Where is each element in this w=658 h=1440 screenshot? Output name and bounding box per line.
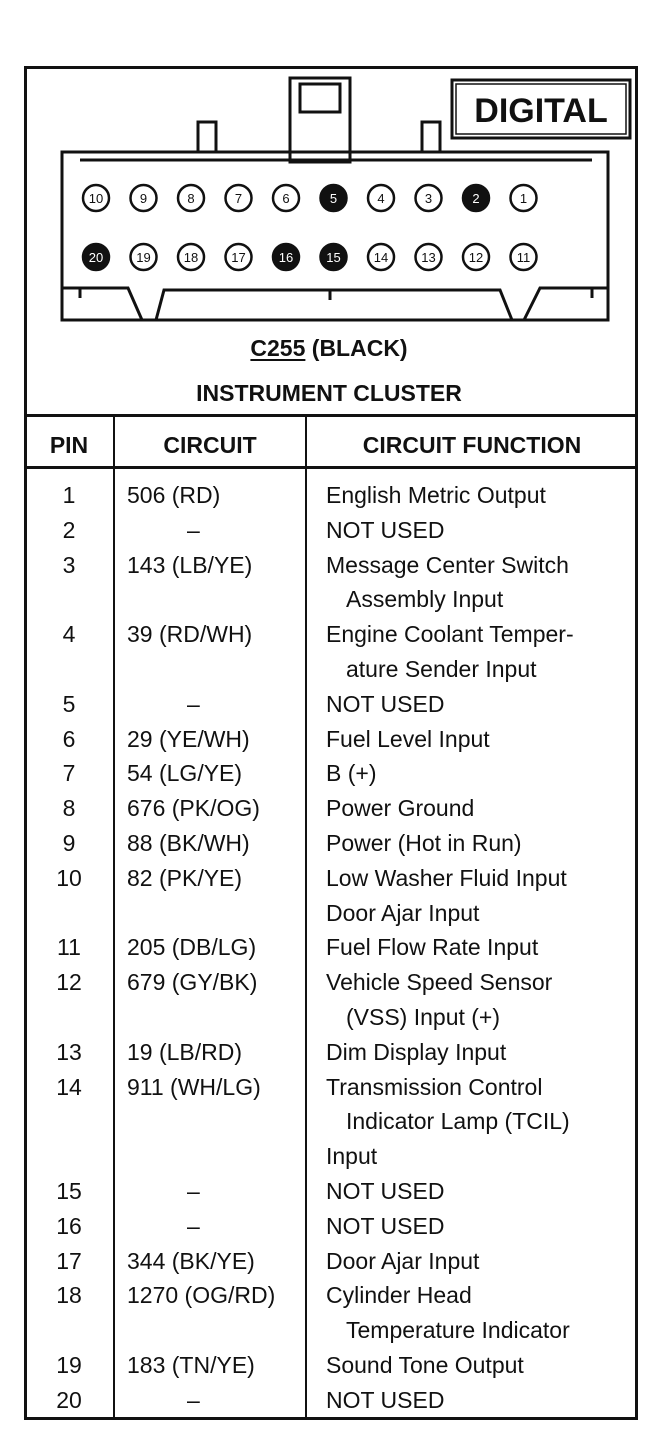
pin-6 bbox=[273, 185, 299, 211]
table-top-rule bbox=[24, 414, 638, 417]
function-cell-line: B (+) bbox=[326, 760, 377, 787]
table-header-rule bbox=[24, 466, 638, 469]
pin-cell: 10 bbox=[56, 864, 82, 891]
table-row bbox=[24, 548, 638, 618]
circuit-cell: 39 (RD/WH) bbox=[127, 621, 253, 648]
pin-2 bbox=[463, 185, 489, 211]
circuit-cell: 506 (RD) bbox=[127, 482, 221, 508]
circuit-cell: 205 (DB/LG) bbox=[127, 934, 257, 961]
table-row bbox=[24, 756, 638, 791]
pin-number-label: 8 bbox=[187, 191, 195, 206]
function-cell-line: Fuel Level Input bbox=[326, 725, 490, 752]
pin-number-label: 15 bbox=[326, 250, 341, 265]
pin-number-label: 3 bbox=[424, 191, 433, 206]
pin-number-label: 7 bbox=[234, 191, 243, 206]
function-cell-line: Vehicle Speed Sensor bbox=[326, 969, 553, 996]
connector-drawing bbox=[0, 0, 658, 330]
pin-7 bbox=[226, 185, 252, 211]
table-row bbox=[24, 1035, 638, 1070]
pin-cell: 19 bbox=[56, 1352, 82, 1378]
table-row bbox=[24, 1174, 638, 1209]
header-circuit: CIRCUIT bbox=[163, 432, 257, 458]
table-row bbox=[24, 930, 638, 965]
pin-10 bbox=[83, 185, 109, 211]
function-cell-line: NOT USED bbox=[326, 1212, 445, 1239]
pin-3 bbox=[416, 185, 442, 211]
pin-cell: 14 bbox=[56, 1073, 82, 1100]
function-cell-line: Door Ajar Input bbox=[326, 1247, 480, 1274]
pin-8 bbox=[178, 185, 204, 211]
pin-cell: 2 bbox=[62, 516, 76, 543]
function-cell-line: Door Ajar Input bbox=[326, 899, 480, 926]
pin-16 bbox=[273, 244, 299, 270]
pin-20 bbox=[83, 244, 109, 270]
table-row bbox=[24, 1209, 638, 1244]
pin-11 bbox=[511, 244, 537, 270]
pin-12 bbox=[463, 244, 489, 270]
pin-number-label: 17 bbox=[231, 250, 246, 265]
pin-1 bbox=[511, 185, 537, 211]
circuit-cell: 143 (LB/YE) bbox=[127, 551, 253, 578]
table-row bbox=[24, 687, 638, 722]
pin-cell: 9 bbox=[62, 830, 76, 856]
circuit-cell: 1270 (OG/RD) bbox=[127, 1282, 276, 1309]
table-row bbox=[24, 1244, 638, 1279]
header-pin: PIN bbox=[49, 432, 89, 458]
circuit-cell: 344 (BK/YE) bbox=[127, 1247, 255, 1274]
circuit-cell: 183 (TN/YE) bbox=[127, 1352, 255, 1378]
function-cell-line: Fuel Flow Rate Input bbox=[326, 934, 539, 961]
function-cell-line: English Metric Output bbox=[326, 482, 546, 508]
pin-14 bbox=[368, 244, 394, 270]
pins-bottom-row bbox=[83, 244, 537, 270]
header-function: CIRCUIT FUNCTION bbox=[362, 432, 582, 458]
digital-badge-text: DIGITAL bbox=[474, 92, 608, 130]
pin-number-label: 10 bbox=[88, 191, 104, 206]
function-cell-line: (VSS) Input (+) bbox=[346, 1003, 501, 1030]
table-row bbox=[24, 513, 638, 548]
function-cell-line: Assembly Input bbox=[346, 586, 504, 613]
circuit-cell: – bbox=[187, 690, 200, 717]
function-cell-line: Temperature Indicator bbox=[346, 1317, 570, 1344]
circuit-cell: 911 (WH/LG) bbox=[127, 1073, 261, 1100]
pin-18 bbox=[178, 244, 204, 270]
pin-cell: 3 bbox=[62, 551, 76, 578]
connector-code: C255 bbox=[250, 335, 306, 361]
pin-4 bbox=[368, 185, 394, 211]
pin-number-label: 6 bbox=[282, 191, 290, 206]
pin-cell: 8 bbox=[62, 795, 76, 822]
table-row bbox=[24, 1070, 638, 1174]
function-cell-line: NOT USED bbox=[326, 1386, 445, 1413]
pin-number-label: 19 bbox=[136, 250, 151, 265]
pin-17 bbox=[226, 244, 252, 270]
pin-cell: 16 bbox=[56, 1212, 82, 1239]
pin-15 bbox=[321, 244, 347, 270]
table-row bbox=[24, 965, 638, 1035]
function-cell-line: Cylinder Head bbox=[326, 1282, 472, 1309]
pin-cell: 4 bbox=[62, 621, 76, 648]
table-row bbox=[24, 617, 638, 687]
circuit-cell: 676 (PK/OG) bbox=[127, 795, 260, 822]
pin-cell: 5 bbox=[62, 690, 76, 717]
pins-top-row bbox=[83, 185, 537, 211]
circuit-cell: 54 (LG/YE) bbox=[127, 760, 243, 787]
pin-number-label: 9 bbox=[139, 191, 148, 206]
pin-cell: 18 bbox=[56, 1282, 82, 1309]
pin-number-label: 11 bbox=[516, 250, 531, 265]
function-cell-line: Low Washer Fluid Input bbox=[326, 864, 567, 891]
function-cell-line: NOT USED bbox=[326, 1178, 445, 1204]
pin-number-label: 1 bbox=[519, 191, 528, 206]
circuit-cell: – bbox=[187, 1386, 200, 1413]
pin-number-label: 12 bbox=[468, 250, 484, 265]
connector-part-label bbox=[0, 335, 658, 362]
table-row bbox=[24, 791, 638, 826]
circuit-cell: – bbox=[187, 1212, 200, 1239]
circuit-cell: – bbox=[187, 516, 200, 543]
pin-number-label: 20 bbox=[88, 250, 104, 265]
table-row bbox=[24, 861, 638, 931]
pin-cell: 11 bbox=[57, 934, 81, 961]
circuit-cell: 82 (PK/YE) bbox=[127, 864, 243, 891]
pin-cell: 1 bbox=[62, 482, 76, 508]
function-cell-line: ature Sender Input bbox=[346, 655, 537, 682]
function-cell-line: NOT USED bbox=[326, 516, 445, 543]
pin-number-label: 16 bbox=[278, 250, 294, 265]
function-cell-line: Engine Coolant Temper- bbox=[326, 621, 574, 648]
pin-cell: 17 bbox=[56, 1247, 82, 1274]
function-cell-line: Sound Tone Output bbox=[326, 1352, 524, 1378]
circuit-cell: 29 (YE/WH) bbox=[127, 725, 250, 752]
pin-cell: 13 bbox=[56, 1038, 82, 1065]
pin-9 bbox=[131, 185, 157, 211]
circuit-cell: 88 (BK/WH) bbox=[127, 830, 250, 856]
circuit-cell: 19 (LB/RD) bbox=[127, 1038, 243, 1065]
connector-color: (BLACK) bbox=[311, 335, 408, 361]
pin-number-label: 18 bbox=[183, 250, 199, 265]
pin-5 bbox=[321, 185, 347, 211]
pin-number-label: 4 bbox=[377, 191, 385, 206]
table-row bbox=[24, 826, 638, 861]
table-row bbox=[24, 1278, 638, 1348]
table-row bbox=[24, 478, 638, 513]
function-cell-line: Transmission Control bbox=[326, 1073, 543, 1100]
component-name: INSTRUMENT CLUSTER bbox=[196, 380, 462, 406]
pin-cell: 7 bbox=[62, 760, 76, 787]
pin-cell: 15 bbox=[56, 1178, 82, 1204]
pin-cell: 6 bbox=[62, 725, 76, 752]
table-row bbox=[24, 722, 638, 757]
function-cell-line: Input bbox=[326, 1143, 378, 1170]
pin-number-label: 2 bbox=[472, 191, 480, 206]
function-cell-line: Power (Hot in Run) bbox=[326, 830, 522, 856]
pin-number-label: 14 bbox=[373, 250, 389, 265]
pin-number-label: 13 bbox=[421, 250, 436, 265]
function-cell-line: Dim Display Input bbox=[326, 1038, 507, 1065]
function-cell-line: Message Center Switch bbox=[326, 551, 569, 578]
table-row bbox=[24, 1348, 638, 1383]
function-cell-line: NOT USED bbox=[326, 690, 445, 717]
circuit-cell: – bbox=[187, 1178, 200, 1204]
table-row bbox=[24, 1383, 638, 1418]
pin-13 bbox=[416, 244, 442, 270]
pin-cell: 20 bbox=[56, 1386, 82, 1413]
pin-cell: 12 bbox=[56, 969, 82, 996]
function-cell-line: Indicator Lamp (TCIL) bbox=[346, 1108, 570, 1135]
pin-number-label: 5 bbox=[329, 191, 338, 206]
circuit-cell: 679 (GY/BK) bbox=[127, 969, 258, 996]
function-cell-line: Power Ground bbox=[326, 795, 475, 822]
pin-19 bbox=[131, 244, 157, 270]
